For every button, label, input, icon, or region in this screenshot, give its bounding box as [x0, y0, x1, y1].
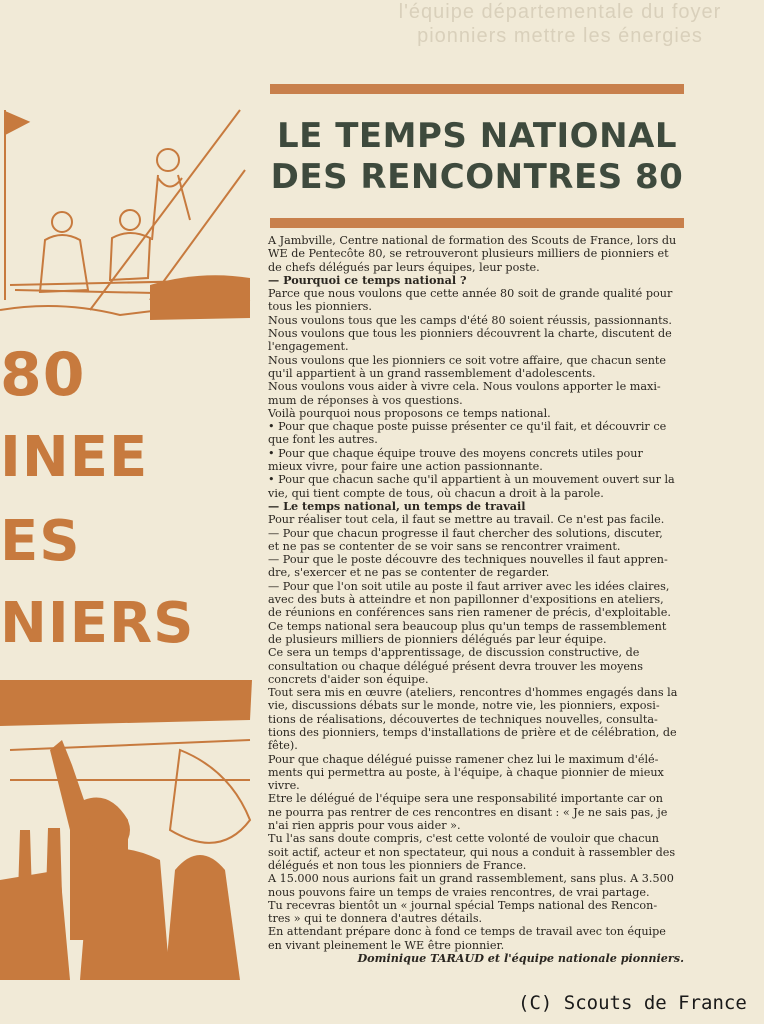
body-line: Nous voulons que les pionniers ce soit votre affaire, que chacun sente	[268, 353, 667, 367]
body-line: Pour que chaque délégué puisse ramener chez lui le maximum d'élé-	[268, 752, 659, 766]
body-line: que font les autres.	[268, 433, 378, 447]
title-fragment-80: 80	[0, 340, 86, 410]
body-line: Ce temps national sera beaucoup plus qu'un temps de rassemblement	[268, 619, 667, 633]
body-line: soit actif, acteur et non spectateur, qui nous a conduit à rassembler des	[268, 845, 676, 859]
body-line: et ne pas se contenter de se voir sans se rencontrer vraiment.	[268, 539, 621, 553]
body-line: — Pour que le poste découvre des techniques nouvelles il faut appren-	[268, 553, 668, 567]
title-line: DES RENCONTRES 80	[270, 157, 684, 197]
body-line: Tout sera mis en œuvre (ateliers, rencontres d'hommes engagés dans la	[268, 686, 678, 700]
body-line: ne pourra pas rentrer de ces rencontres en disant : « Je ne sais pas, je	[268, 805, 668, 819]
body-line: Nous voulons tous que les camps d'été 80 soient réussis, passionnants.	[268, 313, 672, 327]
body-line: consultation ou chaque délégué présent devra trouver les moyens	[268, 659, 643, 673]
title-fragment-es: ES	[0, 509, 81, 574]
campsite-illustration	[0, 100, 262, 330]
background-text-line: pionniers mettre les énergies	[417, 25, 703, 47]
title-fragment-inee: INEE	[0, 425, 149, 490]
body-line: ments qui permettra au poste, à l'équipe, à chaque pionnier de mieux	[268, 765, 664, 779]
body-line: tous les pionniers.	[268, 300, 372, 314]
section-heading: — Le temps national, un temps de travail	[268, 498, 526, 513]
body-line: Voilà pourquoi nous proposons ce temps national.	[268, 406, 551, 420]
body-line: Pour réaliser tout cela, il faut se mettre au travail. Ce n'est pas facile.	[268, 513, 665, 527]
copyright-notice: (C) Scouts de France	[518, 992, 747, 1014]
background-text-line: l'équipe départementale du foyer	[398, 1, 722, 23]
body-line: de plusieurs milliers de pionniers délégués par leur équipe.	[268, 632, 607, 646]
body-line: tions des pionniers, temps d'installations de prière et de célébration, de	[268, 725, 677, 739]
article-body	[268, 234, 684, 965]
body-line: tions de réalisations, découvertes de techniques nouvelles, consulta-	[268, 712, 658, 726]
body-line: Tu l'as sans doute compris, c'est cette volonté de vouloir que chacun	[268, 832, 659, 846]
body-line: Etre le délégué de l'équipe sera une responsabilité importante car on	[268, 792, 663, 806]
body-line: A 15.000 nous aurions fait un grand rassemblement, sans plus. A 3.500	[268, 872, 674, 886]
body-line: vivre.	[268, 779, 300, 793]
body-line: A Jambville, Centre national de formation des Scouts de France, lors du	[268, 234, 677, 247]
body-line: vie, qui tient compte de tous, où chacun a droit à la parole.	[268, 486, 604, 500]
body-line: en vivant pleinement le WE être pionnier.	[268, 938, 505, 952]
body-line: fête).	[268, 739, 298, 753]
title-rule-top	[270, 84, 684, 94]
title-line: LE TEMPS NATIONAL	[276, 116, 678, 156]
body-line: WE de Pentecôte 80, se retrouveront plusieurs milliers de pionniers et	[268, 247, 669, 261]
body-line: dre, s'exercer et ne pas se contenter de regarder.	[268, 566, 550, 580]
body-line: nous pouvons faire un temps de vraies rencontres, de vrai partage.	[268, 885, 650, 899]
title-fragment-niers: NIERS	[0, 591, 195, 656]
body-line: l'engagement.	[268, 340, 349, 354]
body-line: de chefs délégués par leurs équipes, leur poste.	[268, 260, 540, 274]
body-line: — Pour que chacun progresse il faut chercher des solutions, discuter,	[268, 526, 663, 540]
signature: Dominique TARAUD et l'équipe nationale pionniers.	[357, 951, 684, 966]
body-line: concrets d'aider son équipe.	[268, 672, 429, 686]
background-text	[380, 0, 740, 48]
body-line: qu'il appartient à un grand rassemblement d'adolescents.	[268, 366, 596, 380]
body-line: tres » qui te donnera d'autres détails.	[268, 912, 483, 926]
title-rule-bottom	[270, 218, 684, 228]
bullet-line: • Pour que chaque équipe trouve des moyens concrets utiles pour	[268, 446, 643, 460]
crowd-illustration	[0, 680, 258, 980]
body-line: — Pour que l'on soit utile au poste il faut arriver avec les idées claires,	[268, 579, 670, 593]
body-line: Ce sera un temps d'apprentissage, de discussion constructive, de	[268, 646, 640, 660]
section-heading: — Pourquoi ce temps national ?	[268, 272, 467, 287]
body-line: mum de réponses à vos questions.	[268, 393, 463, 407]
bullet-line: • Pour que chacun sache qu'il appartient à un mouvement ouvert sur la	[268, 473, 675, 487]
body-line: Tu recevras bientôt un « journal spécial Temps national des Rencon-	[268, 898, 658, 912]
body-line: délégués et non tous les pionniers de France.	[268, 858, 527, 872]
body-line: vie, discussions débats sur le monde, notre vie, les pionniers, exposi-	[268, 699, 660, 713]
body-line: n'ai rien appris pour vous aider ».	[268, 819, 461, 833]
body-line: Parce que nous voulons que cette année 80 soit de grande qualité pour	[268, 287, 673, 301]
body-line: Nous voulons vous aider à vivre cela. Nous voulons apporter le maxi-	[268, 380, 661, 394]
body-line: En attendant prépare donc à fond ce temps de travail avec ton équipe	[268, 925, 666, 939]
body-line: avec des buts à atteindre et non papillonner d'expositions en ateliers,	[268, 593, 664, 607]
body-line: de réunions en conférences sans rien ramener de précis, d'exploitable.	[268, 606, 671, 620]
bullet-line: • Pour que chaque poste puisse présenter ce qu'il fait, et découvrir ce	[268, 420, 667, 434]
body-line: Nous voulons que tous les pionniers découvrent la charte, discutent de	[268, 327, 672, 341]
page-title	[270, 116, 684, 198]
body-line: mieux vivre, pour faire une action passionnante.	[268, 460, 543, 474]
